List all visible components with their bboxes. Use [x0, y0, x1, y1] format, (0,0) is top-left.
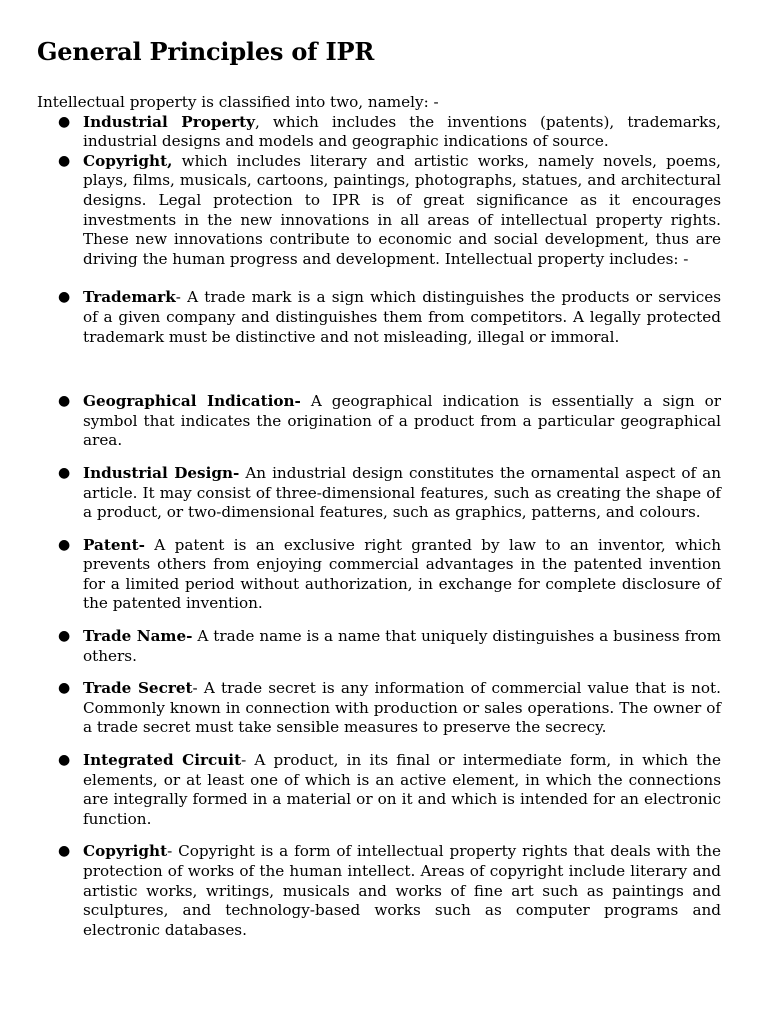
item-term: Trade Secret [83, 679, 193, 698]
classification-list [37, 113, 721, 270]
item-text: - A trade secret is any information of commercial value that is not. Commonly known in connection with production or sales operations. The owner of a trade secret must take sensible measures to preserve the secrecy. [83, 679, 721, 737]
item-text: A geographical indication is essentially a sign or symbol that indicates the origination of a product from a particular geographical area. [83, 392, 722, 450]
bullet-icon: ● [58, 289, 71, 306]
list-item-trade-name [37, 627, 721, 666]
item-text: which includes literary and artistic works, namely novels, poems, plays, films, musicals, cartoons, paintings, photographs, statues, and architectural designs. Legal protection to IPR is of great significance as it encourages investments in the new innovations in all areas of intellectual property rights. These new innovations contribute to economic and social development, thus are driving the human progress and development. Intellectual property includes: - [83, 151, 721, 268]
bullet-icon: ● [58, 393, 71, 410]
bullet-icon: ● [58, 152, 71, 169]
item-text: , which includes the inventions (patents), trademarks, industrial designs and models and geographic indications of source. [83, 112, 721, 151]
document-page [37, 36, 721, 940]
list-item-industrial-property [37, 113, 721, 152]
bullet-icon: ● [58, 680, 71, 697]
list-item-copyright [37, 842, 721, 940]
item-term: Patent- [83, 535, 145, 554]
item-term: Trademark [83, 288, 176, 307]
item-text: A patent is an exclusive right granted by law to an inventor, which prevents others from enjoying commercial advantages in the patented invention for a limited period without authorization, in exchange for complete disclosure of the patented invention. [83, 535, 721, 613]
list-item-geographical-indication [37, 392, 721, 451]
item-term: Copyright, [83, 151, 173, 170]
includes-list [37, 288, 721, 940]
list-item-integrated-circuit [37, 751, 721, 829]
item-term: Industrial Design- [83, 463, 240, 482]
intro-text: Intellectual property is classified into two, namely: - [37, 93, 439, 111]
item-term: Copyright [83, 842, 168, 861]
bullet-icon: ● [58, 752, 71, 769]
item-text: - A product, in its final or intermediate form, in which the elements, or at least one of which is an active element, in which the connections are integrally formed in a material or on it and which is intended for an electronic function. [83, 751, 722, 828]
item-text: A trade name is a name that uniquely distinguishes a business from others. [83, 627, 721, 665]
item-term: Integrated Circuit [83, 751, 242, 770]
bullet-icon: ● [58, 536, 71, 553]
bullet-icon: ● [58, 464, 71, 481]
list-item-trade-secret [37, 679, 721, 738]
item-term: Industrial Property [83, 112, 255, 131]
list-item-industrial-design [37, 464, 721, 523]
list-item-copyright-class [37, 152, 721, 270]
item-text: - A trade mark is a sign which distinguishes the products or services of a given company and distinguishes them from competitors. A legally protected trademark must be distinctive and not misleading, illegal or immoral. [83, 288, 721, 346]
page-title: General Principles of IPR [37, 37, 375, 66]
list-item-patent [37, 536, 721, 614]
item-term: Trade Name- [83, 627, 193, 646]
item-text: - Copyright is a form of intellectual property rights that deals with the protection of works of the human intellect. Areas of copyright include literary and artistic works, writings, musicals and works of fine art such as paintings and sculptures, and technology-based works such as computer programs and electronic databases. [83, 842, 721, 939]
bullet-icon: ● [58, 628, 71, 645]
bullet-icon: ● [58, 113, 71, 130]
list-item-trademark [37, 288, 721, 347]
item-term: Geographical Indication- [83, 392, 301, 411]
item-text: An industrial design constitutes the ornamental aspect of an article. It may consist of three-dimensional features, such as creating the shape of a product, or two-dimensional features, such as graphics, patterns, and colours. [83, 463, 721, 522]
bullet-icon: ● [58, 843, 71, 860]
